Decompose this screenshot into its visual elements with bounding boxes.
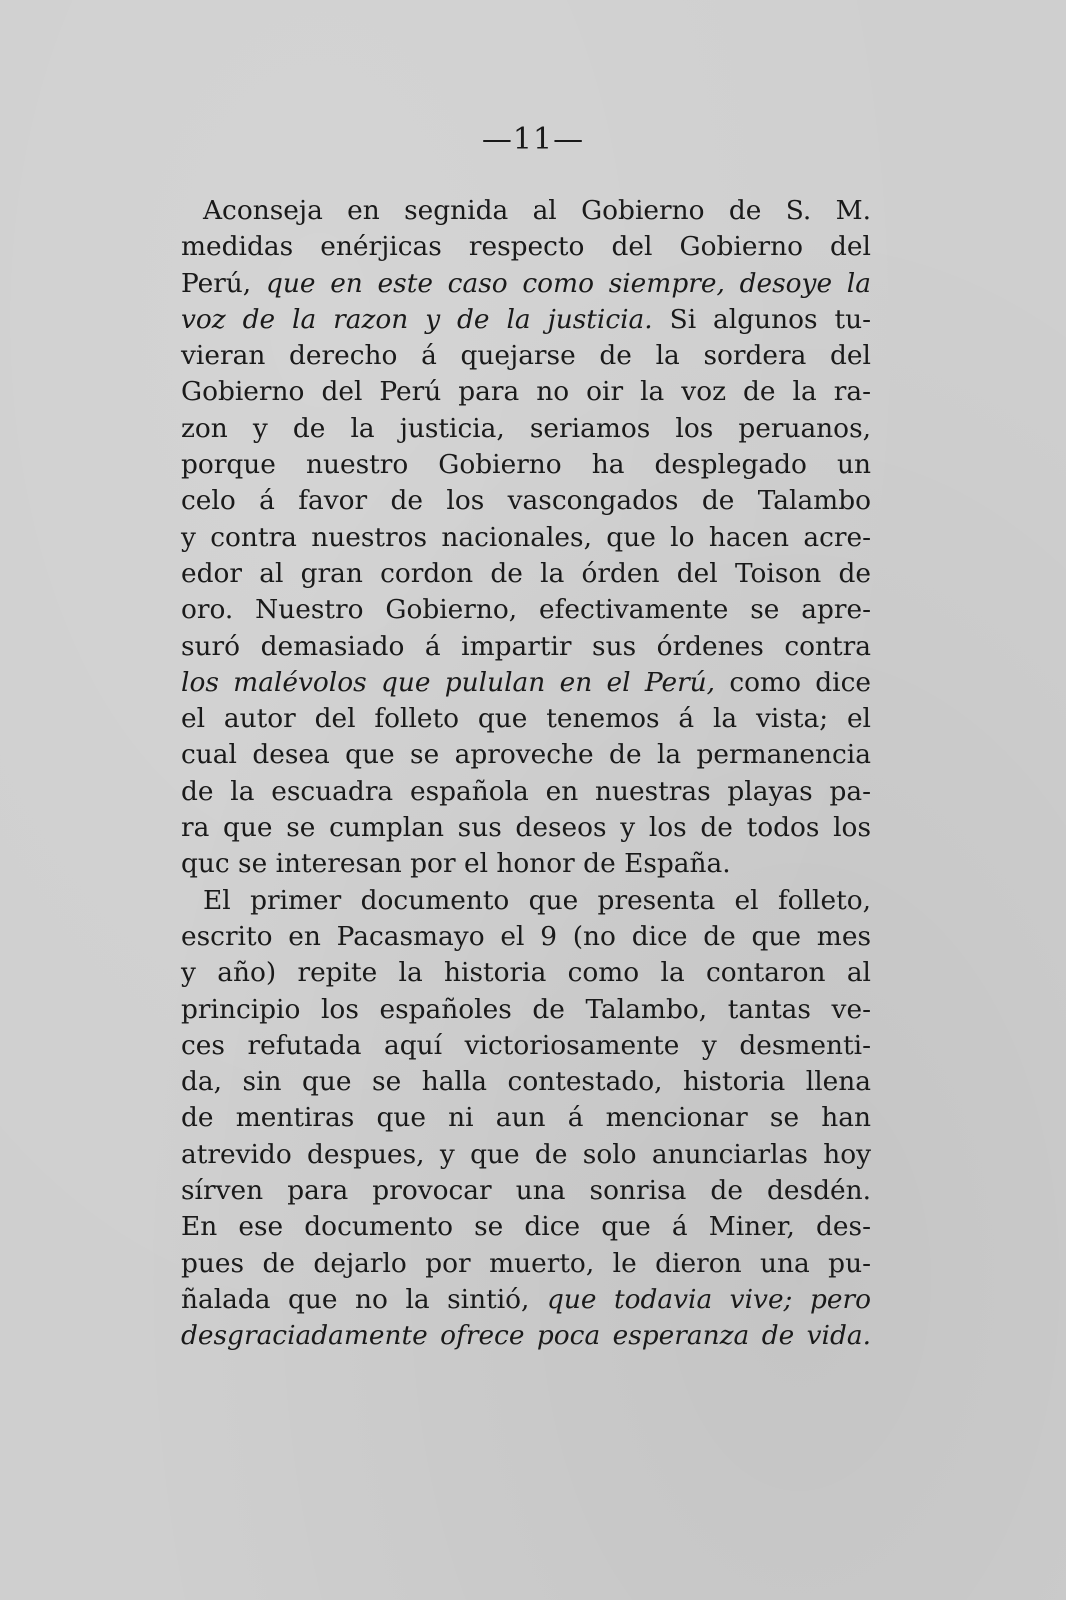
text-line [181,1209,871,1245]
roman-text: En ese documento se dice que á Miner, des- [181,1211,871,1243]
text-line [181,1173,871,1209]
roman-text: principio los españoles de Talambo, tantas ve- [181,993,871,1025]
paragraph-1 [181,193,871,883]
text-line [181,1137,871,1173]
roman-text: Aconseja en segnida al Gobierno de S. M. [203,195,871,226]
text-line [181,302,871,338]
roman-text: da, sin que se halla contestado, historia llena [181,1066,871,1098]
text-line [181,1064,871,1100]
text-line [181,266,871,302]
text-line [181,592,871,628]
italic-text: voz de la razon y de la justicia. [181,303,653,335]
roman-text: suró demasiado á impartir sus órdenes contra [181,630,871,662]
page-number: —11— [481,122,585,157]
italic-text: desgraciadamente ofrece poca esperanza de vida. [181,1320,871,1352]
body-text [181,193,871,1355]
text-line [181,1246,871,1282]
paragraph-2 [181,883,871,1355]
roman-text: Perú, [181,267,266,299]
roman-text: edor al gran cordon de la órden del Toison de [181,557,871,589]
text-line [181,665,871,701]
text-line [181,629,871,665]
text-line [181,1282,871,1318]
roman-text: sírven para provocar una sonrisa de desdén. [181,1175,871,1207]
roman-text: celo á favor de los vascongados de Talambo [181,485,871,517]
roman-text: de la escuadra española en nuestras playas pa- [181,775,871,807]
roman-text: atrevido despues, y que de solo anunciarlas hoy [181,1138,871,1170]
text-line [181,846,871,882]
italic-text: los malévolos que pululan en el Perú, [181,666,716,698]
roman-text: quc se interesan por el honor de España. [181,848,731,880]
text-line [181,556,871,592]
text-line [181,810,871,846]
text-line [181,193,871,229]
roman-text: pues de dejarlo por muerto, le dieron una pu- [181,1247,871,1279]
text-line [181,1028,871,1064]
text-line [181,520,871,556]
roman-text: oro. Nuestro Gobierno, efectivamente se apre- [181,594,871,626]
text-line [181,992,871,1028]
roman-text: zon y de la justicia, seriamos los peruanos, [181,412,871,444]
roman-text: Gobierno del Perú para no oir la voz de la ra- [181,376,871,408]
roman-text: y año) repite la historia como la contaron al [181,957,871,989]
roman-text: El primer documento que presenta el folleto, [203,884,871,916]
text-line [181,919,871,955]
italic-text: que todavia vive; pero [546,1283,871,1315]
text-line [181,411,871,447]
roman-text: ra que se cumplan sus deseos y los de todos los [181,812,871,844]
roman-text: medidas enérjicas respecto del Gobierno del [181,231,871,263]
roman-text: vieran derecho á quejarse de la sordera del [181,340,871,372]
text-line [181,883,871,919]
roman-text: escrito en Pacasmayo el 9 (no dice de que mes [181,920,871,952]
text-line [181,374,871,410]
roman-text: y contra nuestros nacionales, que lo hacen acre- [181,521,871,553]
text-line [181,737,871,773]
roman-text: porque nuestro Gobierno ha desplegado un [181,449,871,481]
text-line [181,447,871,483]
roman-text: de mentiras que ni aun á mencionar se han [181,1102,871,1134]
text-line [181,955,871,991]
text-line [181,483,871,519]
roman-text: ces refutada aquí victoriosamente y desmenti- [181,1029,871,1061]
text-line [181,1318,871,1354]
text-line [181,229,871,265]
text-line [181,774,871,810]
text-line [181,338,871,374]
roman-text: como dice [715,666,872,698]
roman-text: el autor del folleto que tenemos á la vista; el [181,703,871,735]
text-line [181,701,871,737]
italic-text: que en este caso como siempre, desoye la [265,267,871,299]
roman-text: Si algunos tu- [652,303,871,335]
roman-text: cual desea que se aproveche de la permanencia [181,739,871,771]
roman-text: ñalada que no la sintió, [181,1283,547,1315]
text-line [181,1100,871,1136]
